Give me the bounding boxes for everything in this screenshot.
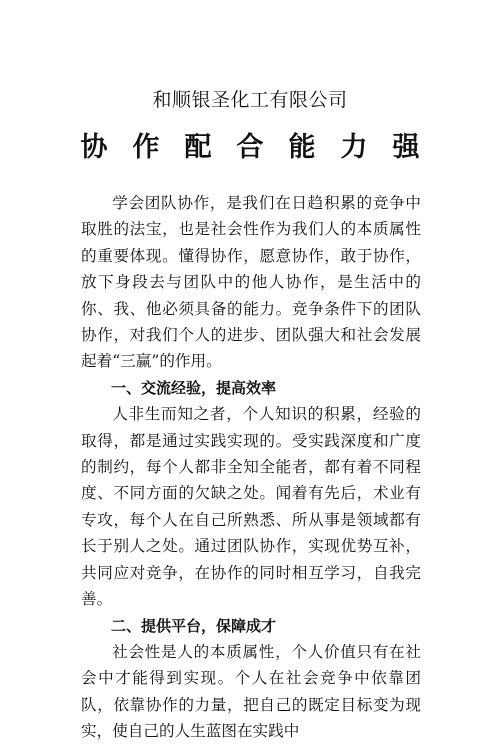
document-title: 协作配合能力强 xyxy=(80,132,445,163)
section-2-paragraph: 社会性是人的本质属性，个人价值只有在社会中才能得到实现。个人在社会竞争中依靠团队，依靠协作的力量，把自己的既定目标变为现实，使自己的人生蓝图在实践中 xyxy=(81,642,421,741)
section-heading-2: 二、提供平台，保障成才 xyxy=(111,616,277,635)
section-heading-1: 一、交流经验，提高效率 xyxy=(111,378,277,397)
company-name: 和顺银圣化工有限公司 xyxy=(152,89,348,111)
section-1-paragraph: 人非生而知之者，个人知识的积累，经验的取得，都是通过实践实现的。受实践深度和广度的制约，每个人都非全知全能者，都有着不同程度、不同方面的欠缺之处。闻着有先后，术业有专攻，每个人在自己所熟悉、所从事是领域都有长于别人之处。通过团队协作，实现优势互补，共同应对竞争，在协作的同时相互学习，自我完善。 xyxy=(81,405,421,609)
intro-paragraph: 学会团队协作，是我们在日趋积累的竞争中取胜的法宝，也是社会性作为我们人的本质属性的重要体现。懂得协作，愿意协作，敢于协作，放下身段去与团队中的他人协作，是生活中的你、我、他必须具备的能力。竞争条件下的团队协作，对我们个人的进步、团队强大和社会发展起着“三赢”的作用。 xyxy=(81,194,421,371)
document-body xyxy=(81,190,421,745)
